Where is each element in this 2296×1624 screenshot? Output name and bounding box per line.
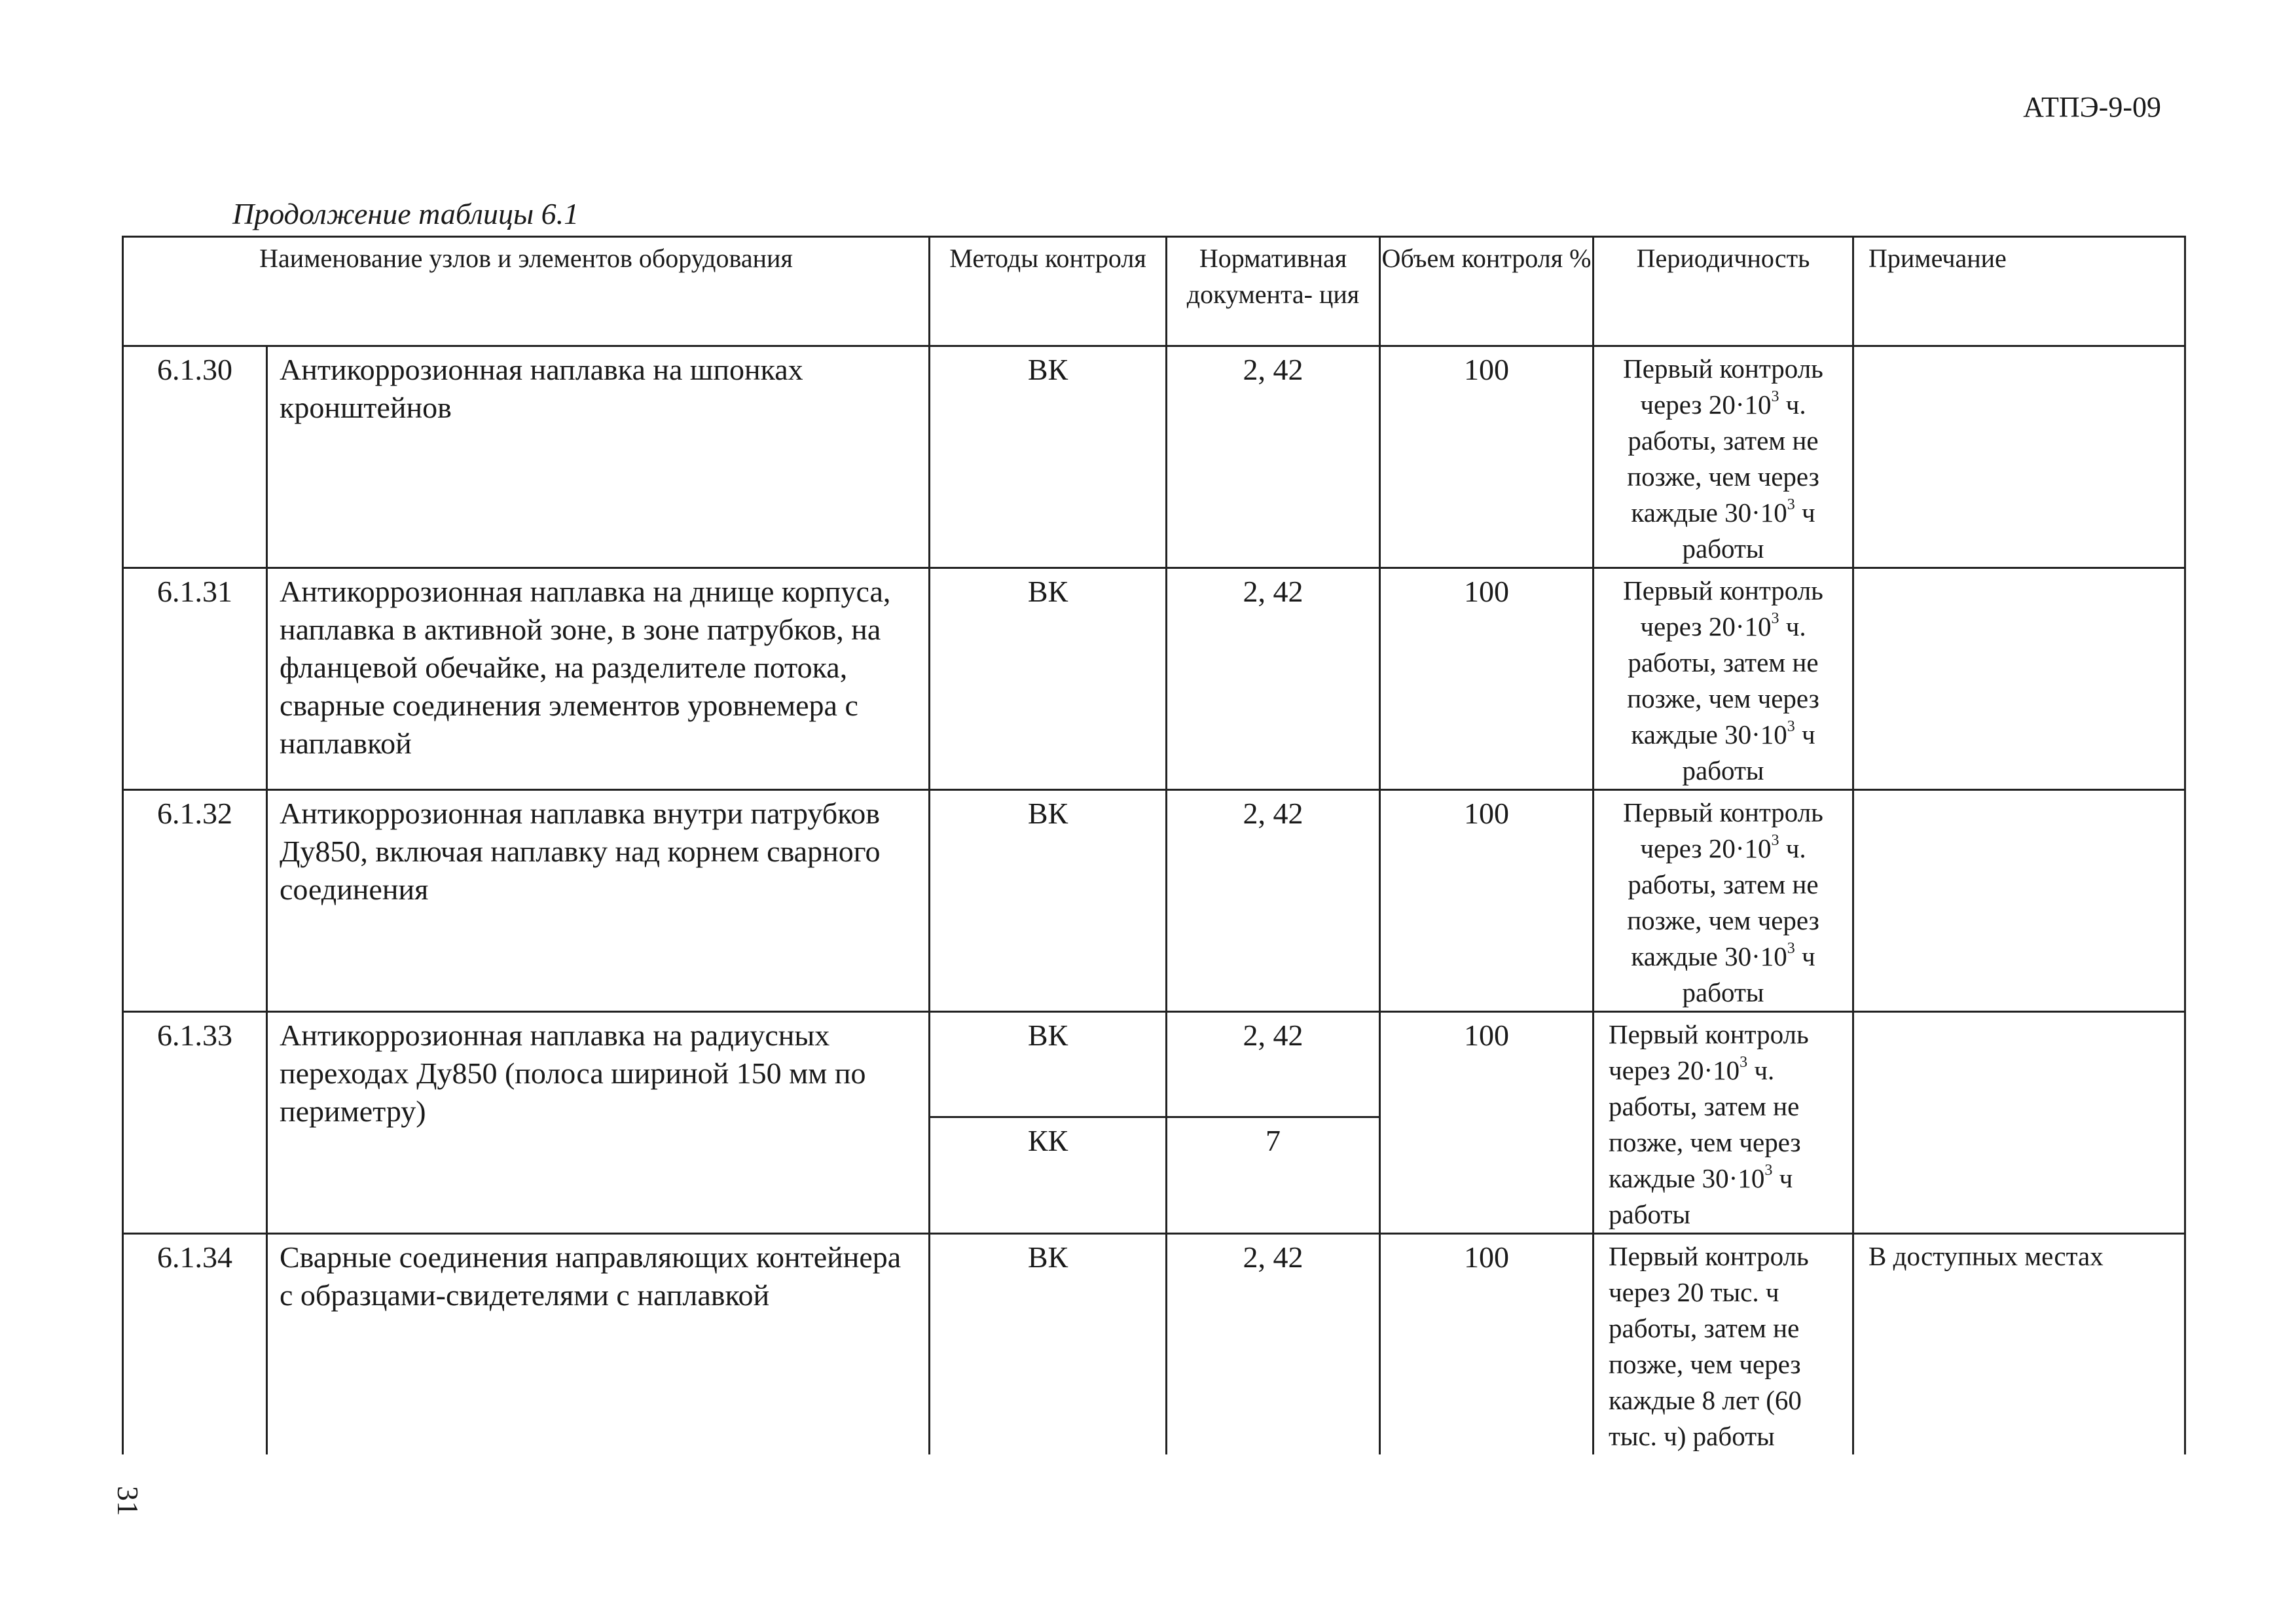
row-normdoc: 2, 42 xyxy=(1167,346,1380,568)
row-number: 6.1.31 xyxy=(123,568,267,790)
row-method: ВК xyxy=(930,346,1167,568)
table-caption: Продолжение таблицы 6.1 xyxy=(232,197,579,230)
table-row xyxy=(123,346,2185,568)
row-note xyxy=(1853,346,2185,568)
table-header-row xyxy=(123,237,2185,346)
row-note xyxy=(1853,790,2185,1012)
header-volume: Объем контроля % xyxy=(1380,237,1594,346)
row-name: Сварные соединения направляющих контейнера с образцами-свидетелями с наплавкой xyxy=(267,1234,930,1455)
table-row xyxy=(123,1012,2185,1117)
row-name: Антикоррозионная наплавка на днище корпуса, наплавка в активной зоне, в зоне патрубков, на фланцевой обечайке, на разделителе потока, сварные соединения элементов уровнемера с наплавкой xyxy=(267,568,930,790)
header-normdoc: Нормативная документа- ция xyxy=(1167,237,1380,346)
row-name: Антикоррозионная наплавка на шпонках кронштейнов xyxy=(267,346,930,568)
row-period: Первый контроль через $20\cdot 10^3$ ч. работы, затем не позже, чем через каждые $30\cdot 10^3$ ч работы xyxy=(1594,346,1853,568)
row-method: ВК xyxy=(930,1012,1167,1117)
row-note xyxy=(1853,1012,2185,1234)
row-number: 6.1.30 xyxy=(123,346,267,568)
document-code: АТПЭ-9-09 xyxy=(2023,91,2161,123)
row-volume: 100 xyxy=(1380,346,1594,568)
header-methods: Методы контроля xyxy=(930,237,1167,346)
page-number: 31 xyxy=(111,1486,145,1516)
row-name: Антикоррозионная наплавка внутри патрубков Ду850, включая наплавку над корнем сварного соединения xyxy=(267,790,930,1012)
row-normdoc: 2, 42 xyxy=(1167,1234,1380,1455)
row-number: 6.1.34 xyxy=(123,1234,267,1455)
row-note xyxy=(1853,568,2185,790)
row-period: Первый контроль через 20 тыс. ч работы, затем не позже, чем через каждые 8 лет (60 тыс. ч) работы xyxy=(1594,1234,1853,1455)
inspection-table xyxy=(122,236,2186,1454)
header-name: Наименование узлов и элементов оборудования xyxy=(123,237,930,346)
table-row xyxy=(123,790,2185,1012)
table-row xyxy=(123,568,2185,790)
row-name: Антикоррозионная наплавка на радиусных переходах Ду850 (полоса шириной 150 мм по периметру) xyxy=(267,1012,930,1234)
row-period: Первый контроль через $20\cdot 10^3$ ч. работы, затем не позже, чем через каждые $30\cdot 10^3$ ч работы xyxy=(1594,1012,1853,1234)
header-note: Примечание xyxy=(1853,237,2185,346)
row-normdoc-2: 7 xyxy=(1167,1117,1380,1234)
row-method: ВК xyxy=(930,1234,1167,1455)
row-period: Первый контроль через $20\cdot 10^3$ ч. работы, затем не позже, чем через каждые $30\cdot 10^3$ ч работы xyxy=(1594,790,1853,1012)
row-method: ВК xyxy=(930,568,1167,790)
header-period: Периодичность xyxy=(1594,237,1853,346)
row-method-2: КК xyxy=(930,1117,1167,1234)
row-normdoc: 2, 42 xyxy=(1167,790,1380,1012)
row-normdoc: 2, 42 xyxy=(1167,568,1380,790)
table-row xyxy=(123,1234,2185,1455)
row-volume: 100 xyxy=(1380,1234,1594,1455)
row-period: Первый контроль через $20\cdot 10^3$ ч. работы, затем не позже, чем через каждые $30\cdot 10^3$ ч работы xyxy=(1594,568,1853,790)
row-number: 6.1.33 xyxy=(123,1012,267,1234)
row-volume: 100 xyxy=(1380,1012,1594,1234)
row-volume: 100 xyxy=(1380,568,1594,790)
row-number: 6.1.32 xyxy=(123,790,267,1012)
row-note: В доступных местах xyxy=(1853,1234,2185,1455)
row-method: ВК xyxy=(930,790,1167,1012)
row-volume: 100 xyxy=(1380,790,1594,1012)
row-normdoc: 2, 42 xyxy=(1167,1012,1380,1117)
